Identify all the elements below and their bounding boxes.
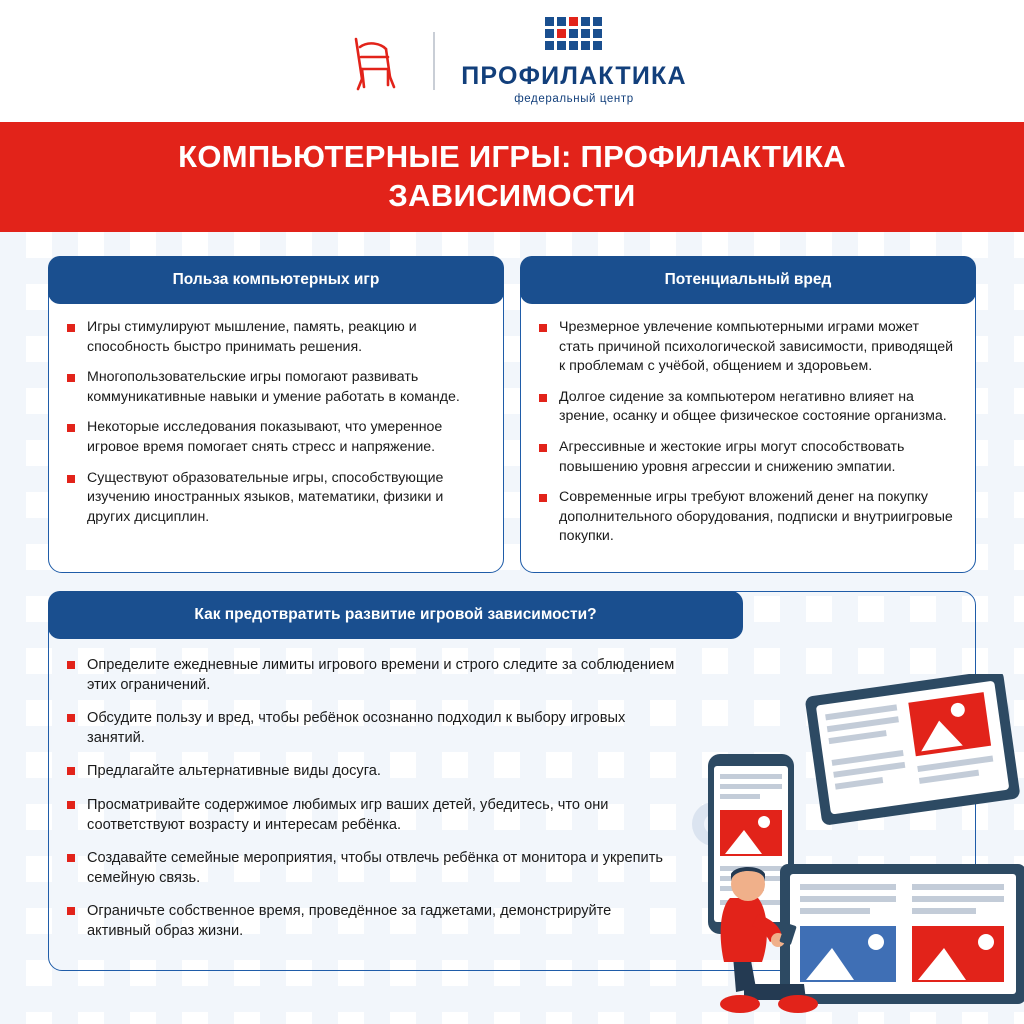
card-benefits-header [48, 256, 504, 304]
card-harm-title: Потенциальный вред [664, 271, 832, 288]
header-divider [433, 32, 435, 90]
card-prevention-title: Как предотвратить развитие игровой зависимости? [194, 605, 597, 623]
list-item: Некоторые исследования показывают, что умеренное игровое время помогает снять стресс и напряжение. [65, 418, 485, 457]
card-benefits-list [49, 318, 503, 527]
list-item: Чрезмерное увлечение компьютерными играми может стать причиной психологической зависимости, приводящей к проблемам с учёбой, общением и здоровьем. [537, 318, 957, 377]
list-item: Многопользовательские игры помогают развивать коммуникативные навыки и умение работать в команде. [65, 368, 485, 407]
card-harm-header [520, 256, 976, 304]
list-item: Просматривайте содержимое любимых игр ваших детей, убедитесь, что они соответствуют возрасту и интересам ребёнка. [65, 795, 675, 835]
list-item: Долгое сидение за компьютером негативно влияет на зрение, осанку и общее физическое состояние организма. [537, 388, 957, 427]
card-prevention-header [48, 591, 743, 639]
card-harm-list [521, 318, 975, 547]
list-item: Определите ежедневные лимиты игрового времени и строго следите за соблюдением этих ограничений. [65, 655, 675, 695]
list-item: Игры стимулируют мышление, память, реакцию и способность быстро принимать решения. [65, 318, 485, 357]
squares-grid-icon [545, 17, 603, 56]
card-benefits [48, 256, 504, 573]
list-item: Агрессивные и жестокие игры могут способствовать повышению уровня агрессии и снижению эмпатии. [537, 438, 957, 477]
list-item: Предлагайте альтернативные виды досуга. [65, 761, 675, 781]
chair-line-icon [337, 26, 407, 96]
cards-row [0, 232, 1024, 573]
card-harm [520, 256, 976, 573]
list-item: Современные игры требуют вложений денег на покупку дополнительного оборудования, подписки и внутриигровые покупки. [537, 488, 957, 547]
header [0, 0, 1024, 122]
card-benefits-title: Польза компьютерных игр [172, 271, 380, 288]
brand-name: ПРОФИЛАКТИКА [461, 62, 687, 90]
page-title: КОМПЬЮТЕРНЫЕ ИГРЫ: ПРОФИЛАКТИКА ЗАВИСИМОСТИ [178, 139, 846, 213]
list-item: Создавайте семейные мероприятия, чтобы отвлечь ребёнка от монитора и укрепить семейную связь. [65, 848, 675, 888]
list-item: Обсудите пользу и вред, чтобы ребёнок осознанно подходил к выбору игровых занятий. [65, 708, 675, 748]
list-item: Существуют образовательные игры, способствующие изучению иностранных языков, математики, физики и других дисциплин. [65, 469, 485, 528]
title-bar [0, 122, 1024, 232]
prevention-section [0, 573, 1024, 971]
card-prevention [48, 591, 976, 971]
brand-logo [461, 17, 687, 105]
brand-subtitle: федеральный центр [514, 93, 634, 105]
list-item: Ограничьте собственное время, проведённое за гаджетами, демонстрируйте активный образ жизни. [65, 901, 675, 941]
card-prevention-list [49, 655, 975, 941]
